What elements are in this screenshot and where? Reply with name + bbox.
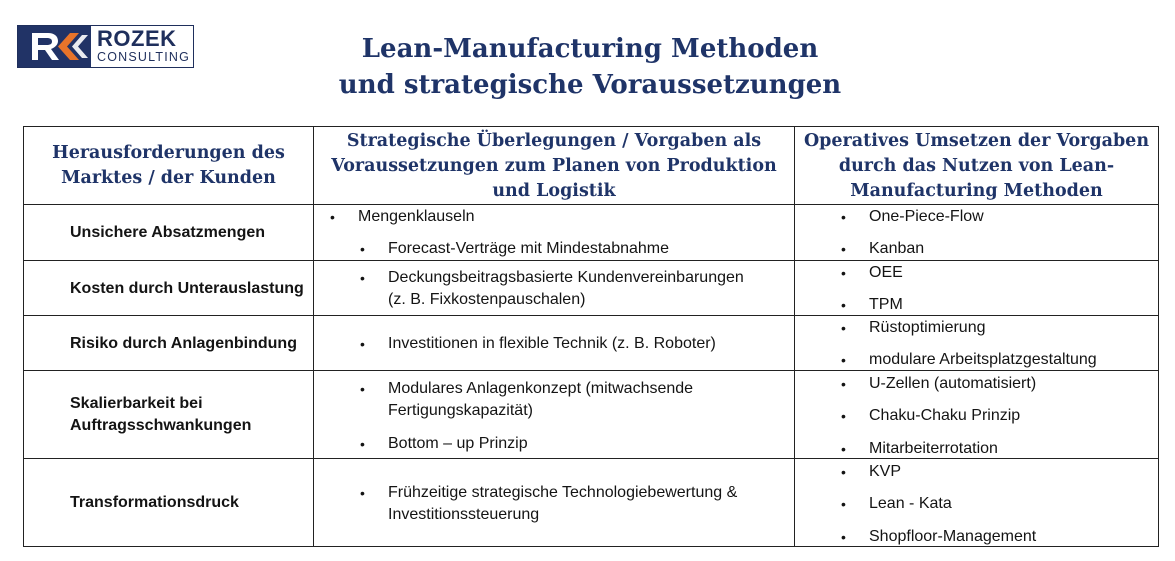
bullet-icon: • bbox=[841, 297, 846, 313]
item-line: Modulares Anlagenkonzept (mitwachsende bbox=[388, 380, 694, 397]
strategic-item bbox=[360, 267, 744, 311]
row-label-line: Auftragsschwankungen bbox=[70, 417, 252, 434]
row-divider bbox=[24, 204, 1158, 205]
strategic-item bbox=[360, 378, 694, 422]
strategic-item bbox=[360, 482, 738, 526]
item-line: Fertigungskapazität) bbox=[388, 402, 533, 419]
row-label-line: Risiko durch Anlagenbindung bbox=[70, 335, 297, 352]
row-label-line: Unsichere Absatzmengen bbox=[70, 224, 266, 241]
header-line: Strategische Überlegungen / Vorgaben als bbox=[346, 131, 762, 151]
bullet-icon: • bbox=[841, 209, 846, 225]
operative-item bbox=[841, 493, 952, 515]
header-line: Voraussetzungen zum Planen von Produktion bbox=[331, 156, 777, 176]
item-line: Mengenklauseln bbox=[358, 208, 475, 225]
row-label-line: Transformationsdruck bbox=[70, 494, 239, 511]
logo-subtitle: CONSULTING bbox=[97, 50, 191, 64]
row-divider bbox=[24, 315, 1158, 316]
bullet-icon: • bbox=[841, 352, 846, 368]
row-label-kosten-unterauslastung bbox=[70, 278, 304, 300]
bullet-icon: • bbox=[841, 441, 846, 457]
item-line: Mitarbeiterrotation bbox=[869, 440, 998, 457]
header-strategic bbox=[314, 129, 794, 204]
operative-item bbox=[841, 294, 903, 316]
header-line: und Logistik bbox=[492, 181, 616, 201]
header-line: Operatives Umsetzen der Vorgaben bbox=[803, 131, 1150, 151]
item-line: (z. B. Fixkostenpauschalen) bbox=[388, 291, 586, 308]
header-challenges bbox=[24, 141, 313, 191]
item-line: Deckungsbeitragsbasierte Kundenvereinbarungen bbox=[388, 269, 744, 286]
logo-name: ROZEK bbox=[97, 26, 177, 51]
bullet-icon: • bbox=[360, 436, 365, 452]
operative-item bbox=[841, 438, 998, 460]
row-label-line: Skalierbarkeit bei bbox=[70, 395, 203, 412]
item-line: Forecast-Verträge mit Mindestabnahme bbox=[388, 240, 670, 257]
bullet-icon: • bbox=[360, 485, 365, 501]
bullet-icon: • bbox=[841, 464, 846, 480]
item-line: Frühzeitige strategische Technologiebewertung & bbox=[388, 484, 738, 501]
row-label-transformationsdruck bbox=[70, 492, 239, 514]
header-line: Marktes / der Kunden bbox=[61, 168, 276, 188]
row-label-skalierbarkeit bbox=[70, 393, 251, 437]
header-operative bbox=[795, 129, 1158, 204]
logo-text bbox=[97, 28, 190, 64]
item-line: One-Piece-Flow bbox=[869, 208, 984, 225]
bullet-icon: • bbox=[841, 265, 846, 281]
rozek-consulting-logo bbox=[17, 25, 194, 68]
bullet-icon: • bbox=[330, 209, 335, 225]
row-label-risiko-anlagenbindung bbox=[70, 333, 297, 355]
operative-item bbox=[841, 262, 903, 284]
bullet-icon: • bbox=[841, 408, 846, 424]
operative-item bbox=[841, 349, 1097, 371]
strategic-item bbox=[330, 206, 475, 228]
bullet-icon: • bbox=[841, 529, 846, 545]
operative-item bbox=[841, 526, 1037, 548]
strategic-item bbox=[360, 333, 716, 355]
item-line: Investitionen in flexible Technik (z. B. Roboter) bbox=[388, 335, 716, 352]
logo-mark-icon bbox=[18, 26, 91, 67]
strategic-item bbox=[360, 238, 670, 260]
page-title bbox=[240, 31, 940, 103]
header-line: Manufacturing Methoden bbox=[850, 181, 1103, 201]
operative-item bbox=[841, 373, 1037, 395]
title-line-1: Lean-Manufacturing Methoden bbox=[361, 34, 819, 64]
row-label-line: Kosten durch Unterauslastung bbox=[70, 280, 304, 297]
item-line: Rüstoptimierung bbox=[869, 319, 986, 336]
title-line-2: und strategische Voraussetzungen bbox=[338, 70, 842, 100]
item-line: KVP bbox=[869, 463, 902, 480]
operative-item bbox=[841, 206, 984, 228]
bullet-icon: • bbox=[841, 241, 846, 257]
operative-item bbox=[841, 317, 986, 339]
operative-item bbox=[841, 238, 925, 260]
item-line: Kanban bbox=[869, 240, 925, 257]
item-line: Bottom – up Prinzip bbox=[388, 435, 528, 452]
item-line: U-Zellen (automatisiert) bbox=[869, 375, 1037, 392]
header-line: Herausforderungen des bbox=[52, 143, 285, 163]
item-line: Chaku-Chaku Prinzip bbox=[869, 407, 1021, 424]
bullet-icon: • bbox=[841, 320, 846, 336]
operative-item bbox=[841, 461, 902, 483]
row-label-unsichere-absatzmengen bbox=[70, 222, 265, 244]
strategic-item bbox=[360, 433, 528, 455]
bullet-icon: • bbox=[360, 336, 365, 352]
bullet-icon: • bbox=[841, 376, 846, 392]
item-line: OEE bbox=[869, 264, 903, 281]
item-line: TPM bbox=[869, 296, 903, 313]
methods-table bbox=[23, 126, 1159, 547]
bullet-icon: • bbox=[841, 496, 846, 512]
operative-item bbox=[841, 405, 1021, 427]
item-line: modulare Arbeitsplatzgestaltung bbox=[869, 351, 1097, 368]
item-line: Shopfloor-Management bbox=[869, 528, 1037, 545]
bullet-icon: • bbox=[360, 270, 365, 286]
row-divider bbox=[24, 260, 1158, 261]
item-line: Lean - Kata bbox=[869, 495, 952, 512]
bullet-icon: • bbox=[360, 381, 365, 397]
header-line: durch das Nutzen von Lean- bbox=[838, 156, 1115, 176]
bullet-icon: • bbox=[360, 241, 365, 257]
item-line: Investitionssteuerung bbox=[388, 506, 540, 523]
